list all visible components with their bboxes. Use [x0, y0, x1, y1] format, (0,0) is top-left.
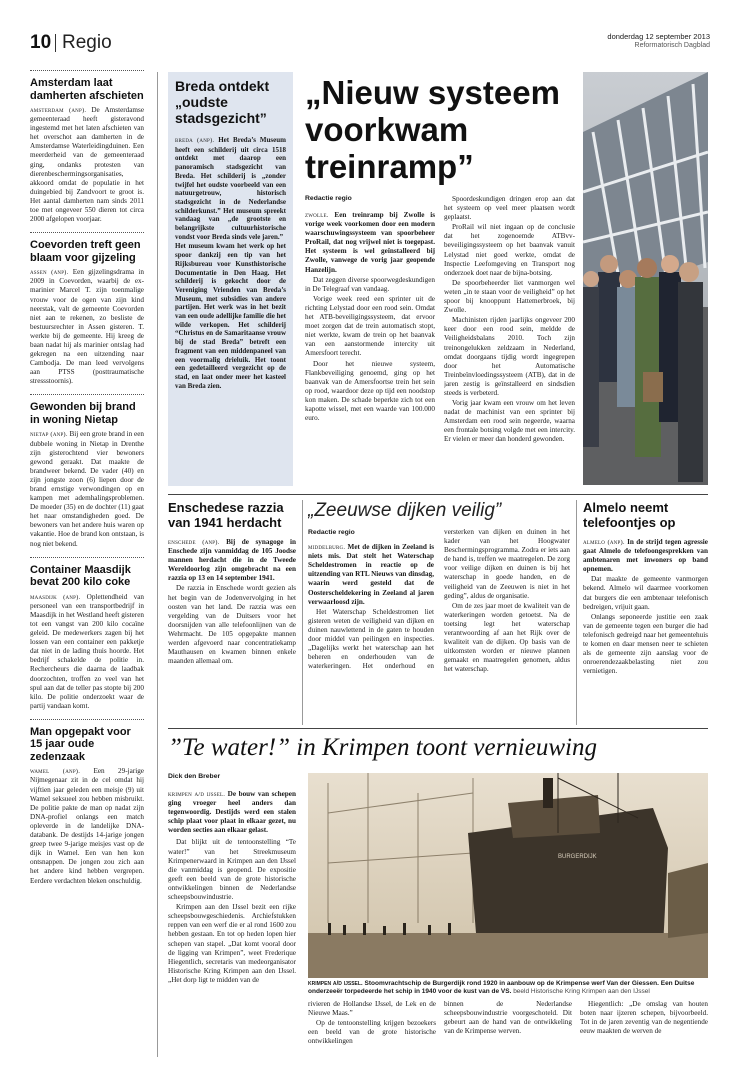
article-paragraph: Door het nieuwe systeem, Flankbeveiliging genoemd, ging op het baanvak van de Amersfoortse trein het sein op rood, waardoor deze op tijd een noodstop kon maken. De schade beperkte zich tot een kapotte wissel, met een waarde van 100.000 euro. — [305, 359, 435, 423]
news-item-dateline: maasdijk (anp). — [30, 593, 81, 601]
article-paragraph: Machinisten rijden jaarlijks ongeveer 200 keer door een rood sein, meldde de Veiligheidsbalans 2010. Toch zijn treinongelukken zeldzaam in Nederland, omdat doorgaans tijdig wordt ingegrepen door het Automatische Treinbeïnvloedingssysteem (ATB), dat in de jaren zestig is geïnstalleerd en sindsdien steeds is verbeterd. — [444, 316, 575, 397]
news-item-title: Gewonden bij brand in woning Nietap — [30, 401, 136, 426]
article-paragraph: Het Waterschap Scheldestromen liet gisteren weten de veiligheid van dijken en duinen nauwlettend in de gaten te houden door middel van peilingen en inspecties. „Dagelijks werkt het waterschap aan het beheren en onderhouden van de waterkeringen. Het onderhoud en versterken van dijken en duinen in het kader van het Hoogwater Beschermingsprogramma. Zodra er iets aan de hand is, treffen we maatregelen. De zorg voor veilige dijken en duinen is bij het waterschap in goede handen, en de veiligheid van de Zeeuwen is niet in het geding”, aldus de organisatie. — [308, 528, 570, 671]
main-article-col2 — [444, 195, 575, 485]
news-item-title: Man opgepakt voor 15 jaar oude zedenzaak — [30, 725, 131, 763]
article-paragraph: ProRail wil niet ingaan op de conclusie dat het zogenoemde ATBvv-beveiligingssysteem op het baanvak vanuit Lelystad niet goed werkte, omdat de Inspectie Leefomgeving en Transport nog onderzoek doet naar de bijna-botsing. — [444, 223, 575, 277]
article-paragraph: Om de zes jaar moet de kwaliteit van de waterkeringen worden getoetst. Na de toetsing legt het waterschap verantwoording af aan het Rijk over de kwaliteit van de dijken. Op basis van de uitkomsten worden er nieuwe plannen gemaakt en maatregelen genomen, aldus het waterschap. — [444, 601, 570, 674]
article-dateline: middelburg. — [308, 544, 346, 552]
article-dateline: breda (anp). — [175, 137, 215, 144]
column-rule — [302, 500, 303, 725]
article-paragraph: Onlangs seponeerde justitie een zaak van de gemeente tegen een burger die had telefonisch gedreigd naar het gemeentehuis te komen en daar mensen neer te schieten als de gemeente zijn aanslag voor de onroerendezaakbelasting niet zou vernietigen. — [583, 612, 708, 676]
almelo-article — [583, 500, 708, 725]
news-item — [30, 557, 144, 711]
article-title: Almelo neemt telefoontjes op — [583, 500, 676, 530]
article-dateline: almelo (anp). — [583, 539, 625, 546]
news-item-title: Amsterdam laat damherten afschieten — [30, 77, 144, 102]
article-dateline: krimpen a/d ijssel. — [168, 791, 226, 798]
article-paragraph: Hiegentlich: „De omslag van houten boten naar ijzeren schepen, bijvoorbeeld. Tot in de jaren zeventig van de negentiende eeuw maakten de werven de — [580, 1000, 708, 1036]
article-paragraph: Dat zeggen diverse spoorwegdeskundigen in De Telegraaf van vandaag. — [305, 275, 435, 293]
krimpen-article-col3 — [444, 1000, 572, 1060]
article-paragraph: Vorig jaar kwam een vrouw om het leven nadat de machinist van een sprinter bij Amsterdam een rood sein negeerde, waarna een frontale botsing volgde met een intercity. Er vielen er meer dan honderd gewonden. — [444, 399, 575, 444]
article-paragraph: Dat maakte de gemeente vanmorgen bekend. Almelo wil daarmee voorkomen dat burgers die een ambtenaar telefonisch bedreigen, vrijuit gaan. — [583, 575, 708, 611]
article-byline: Redactie regio — [305, 195, 352, 202]
news-item-text: Oplettendheid van personeel van een transportbedrijf in Maasdijk in het Westland heeft gisteren tot een vangst van 200 kilo cocaïne geleid. De medewerkers zagen bij het lossen van een container een pakketje dat niet in de lading thuis hoorde. Het bedrijf schakelde de politie in. Rechercheurs die daarna de laadbak doorzochten, troffen zo veel van het spul aan dat de teller pas stopte bij 200 kilo. De politie onderzoekt waar de partij vandaan komt. — [30, 592, 144, 710]
article-paragraph: Vorige week reed een sprinter uit de richting Lelystad door een rood sein. Omdat het ATB-beveiligingssysteem, dat ervoor moet zorgen dat de trein automatisch stopt, niet werkte, kwam de trein op het baanvak van een aanstormende intercity uit Amersfoort terecht. — [305, 294, 435, 358]
caption-credit: beeld Historische Kring Krimpen aan den IJssel — [513, 988, 650, 996]
ship-photo — [308, 773, 708, 978]
article-lead: Met de dijken in Zeeland is niets mis. Dat stelt het Waterschap Scheldestromen in reactie op de uitzending van RTL Nieuws van dinsdag, waarin werd gesteld dat de Oosterscheldekering in Zeeland al jaren verwaarloosd zijn. — [308, 543, 434, 606]
column-rule — [576, 500, 577, 725]
news-item-dateline: wamel (anp). — [30, 768, 81, 776]
ship-photo-illustration — [308, 773, 708, 978]
news-item-title: Coevorden treft geen blaam voor gijzeling — [30, 239, 141, 264]
news-item-dateline: assen (anp). — [30, 269, 69, 277]
article-title: „Zeeuwse dijken veilig” — [308, 500, 502, 521]
article-paragraph: Dat blijkt uit de tentoonstelling “Te water!” van het Streekmuseum Krimpenerwaard in Krimpen aan den IJssel die vanmiddag is geopend. De expositie geeft een beeld van de grote historische ontwikkelingen binnen de Nederlandse scheepsbouwindustrie. — [168, 838, 296, 902]
article-lead: Het Breda’s Museum heeft een schilderij uit circa 1518 ontdekt met daarop een panoramisch stadsgezicht van Breda. Het schilderij is „zonder twijfel het oudste voorbeeld van een natuurgetrouw, historisch stadsgezicht in de Nederlandse schilderkunst.” Het museum spreekt vandaag van „de grootste en belangrijkste cultuurhistorische vondst voor Breda sinds vele jaren.” — [175, 136, 286, 241]
news-item-dateline: amsterdam (anp). — [30, 107, 87, 114]
section-rule — [168, 494, 708, 495]
main-headline: „Nieuw systeem voorkwam treinramp” — [305, 74, 560, 185]
news-item-text: Een gijzelingsdrama in 2009 in Coevorden, waarbij de ex-marinier Marcel T. zijn toenmalige vrouw voor de ogen van zijn kind neerstak, valt de gemeente Coevorden niet aan te rekenen, zo besliste de bestuursrechter in Assen gisteren. T. werkte bij de gemeente. Hij kreeg de baan nadat hij als marinier ontslag had gekregen na een uitzending naar Cambodja. De man leed vervolgens aan PTSS (posttraumatische stressstoornis). — [30, 268, 144, 386]
news-item-text: Bij een grote brand in een dubbele woning in Nietap in Drenthe zijn gisterochtend vier bewoners gewond geraakt. Dat maakte de brandweer bekend. De vader (40) en zijn jongste zoon (6) liepen door de brand ernstige verwondingen op en kampen met ademhalingsproblemen. De moeder (35) en de dochter (11) gaat het naar omstandigheden goed. De bewoners van het andere huis waren op vakantie. Hoe de brand kon ontstaan, is nog niet bekend. — [30, 430, 144, 548]
article-title: Enschedese razzia van 1941 herdacht — [168, 500, 284, 530]
article-dateline: zwolle. — [305, 212, 329, 219]
zeeuwse-article — [308, 500, 570, 725]
caption-text: Stoomvrachtschip de Burgerdijk rond 1920 in aanbouw op de Krimpense werf Van der Giessen. Een Duitse onderzeeër torpedeerde het schip in 1940 voor de kust van de VS. — [308, 980, 695, 996]
column-rule — [157, 72, 158, 1057]
ship-name-label: BURGERDIJK — [558, 854, 597, 860]
news-column — [30, 70, 144, 1060]
article-byline: Dick den Breber — [168, 773, 221, 780]
news-item-text: De Amsterdamse gemeenteraad heeft gisteravond ingestemd met het laten afschieten van het overschot aan damherten in de Amsterdamse Waterleidingduinen. Een meerderheid van de gemeenteraad ging, ondanks protesten van dierenbeschermingsorganisaties, akkoord omdat de populatie in het duingebied bij Zandvoort te groot is. Het aantal damherten nam sinds 2011 toe met ongeveer 550 dieren tot circa 2000 afgelopen voorjaar. — [30, 106, 144, 224]
enschede-article — [168, 500, 296, 725]
caption-place: krimpen a/d ijssel. — [308, 980, 363, 987]
station-photo — [583, 72, 708, 485]
article-lead: Een treinramp bij Zwolle is vorige week voorkomen door een modern waarschuwingssysteem van spoorbeheer ProRail, dat nog vrijwel niet is toegepast. Het systeem is wel geïnstalleerd bij Zwolle, vanwege de vorig jaar geopende Hanzelijn. — [305, 211, 435, 274]
news-item-dateline: nietap (anp). — [30, 431, 68, 439]
section-rule — [168, 728, 708, 729]
article-lead: In de strijd tegen agressie gaat Almelo de telefoongesprekken van ambtenaren met inwoners op band opnemen. — [583, 538, 708, 574]
page-number: 10 — [30, 32, 52, 53]
news-item — [30, 70, 144, 224]
photo-caption — [308, 980, 708, 997]
main-article-col1 — [305, 195, 435, 485]
article-paragraph: De razzia in Enschede wordt gezien als het begin van de Jodenvervolging in het oosten van het land. De razzia was een vergelding van de Duitsers voor het doorsnijden van alle telefoonlijnen van de Wehrmacht. De 105 opgepakte mannen werden afgevoerd naar concentratiekamp Mauthausen en kwamen binnen enkele maanden allemaal om. — [168, 584, 296, 666]
article-paragraph: Op de tentoonstelling krijgen bezoekers een beeld van de grote historische ontwikkelingen — [308, 1019, 436, 1046]
article-title: Breda ontdekt „oudste stadsgezicht” — [175, 78, 270, 126]
header-divider — [55, 34, 56, 52]
header-publication: Reformatorisch Dagblad — [634, 42, 710, 49]
article-paragraph: Spoordeskundigen dringen erop aan dat het systeem op veel meer plaatsen wordt geplaatst. — [444, 195, 575, 222]
news-item — [30, 232, 144, 386]
station-photo-illustration — [583, 72, 708, 485]
breda-article — [168, 72, 293, 486]
article-paragraph: Krimpen aan den IJssel bezit een rijke scheepsbouwgeschiedenis. Archiefstukken reppen van een werf die er al rond 1600 zou hebben gestaan. En tot op heden lopen hier schepen van stapel. „Dat komt vooral door de ligging van Krimpen”, weet Frederique Hiegentlich, secretaris van medeorganisator Historische Kring Krimpen aan den IJssel. „Het dorp ligt te midden van de — [168, 903, 296, 984]
article-lead: De bouw van schepen ging vroeger heel anders dan tegenwoordig. Destijds werd een stalen schip plaat voor plaat in elkaar gezet, nu worden secties aan elkaar gelast. — [168, 790, 296, 835]
article-dateline: enschede (anp). — [168, 539, 220, 546]
article-lead: Bij de synagoge in Enschede zijn vanmiddag de 105 Joodse mannen herdacht die in de Tweede Wereldoorlog zijn omgebracht na een razzia op 13 en 14 september 1941. — [168, 538, 296, 583]
news-item — [30, 719, 144, 886]
news-item-title: Container Maasdijk bevat 200 kilo coke — [30, 563, 131, 589]
krimpen-article-col1 — [168, 790, 296, 1060]
krimpen-article-col2 — [308, 1000, 436, 1060]
article-paragraph: binnen de Nederlandse scheepsbouwindustrie voorgeschoteld. Dit gebeurt aan de hand van de ontwikkeling van de Krimpense werven. — [444, 1000, 572, 1036]
krimpen-article-col4 — [580, 1000, 708, 1060]
article-byline: Redactie regio — [308, 529, 355, 536]
section-name: Regio — [62, 32, 112, 53]
page-header — [30, 30, 710, 58]
news-item — [30, 394, 144, 548]
article-paragraph: Het museum kwam het werk op het spoor dankzij een tip van het Rijksbureau voor Kunsthistorische Documentatie in Den Haag. Het schilderij is gekocht door de Vereniging Vrienden van Breda’s Museum, met subsidies van andere partijen. Het werk was in het bezit van een oude adellijke familie die het wilde verkopen. Het schilderij “Christus en de Samaritaanse vrouw bij de stad Breda” betreft een fragment van een middenpaneel van een voormalig drieluik. Het toont een gedetailleerd vergezicht op de stad, en laat onder meer het kasteel van Breda zien. — [175, 242, 286, 390]
header-date: donderdag 12 september 2013 — [607, 32, 710, 41]
article-paragraph: rivieren de Hollandse IJssel, de Lek en de Nieuwe Maas.” — [308, 1000, 436, 1018]
news-item-text: Een 29-jarige Nijmegenaar zit in de cel omdat hij vijftien jaar geleden een meisje (9) uit Wamel seksueel zou hebben misbruikt. De politie pakte de man op nadat zijn DNA-profiel onlangs een match opleverde in de landelijke DNA-databank. De destijds 14-jarige jongen greep twee 9-jarige meisjes vast op de dijk in Wamel. Een van hen kon ontsnappen. De jongen zou zich aan het andere kind hebben vergrepen. Eerdere verdachten bleken onschuldig. — [30, 767, 144, 885]
krimpen-headline: ”Te water!” in Krimpen toont vernieuwing — [168, 734, 597, 761]
article-paragraph: De spoorbeheerder liet vanmorgen wel weten „in te staan voor de veiligheid” op het spoor bij knooppunt Hattemerbroek, bij Zwolle. — [444, 278, 575, 315]
